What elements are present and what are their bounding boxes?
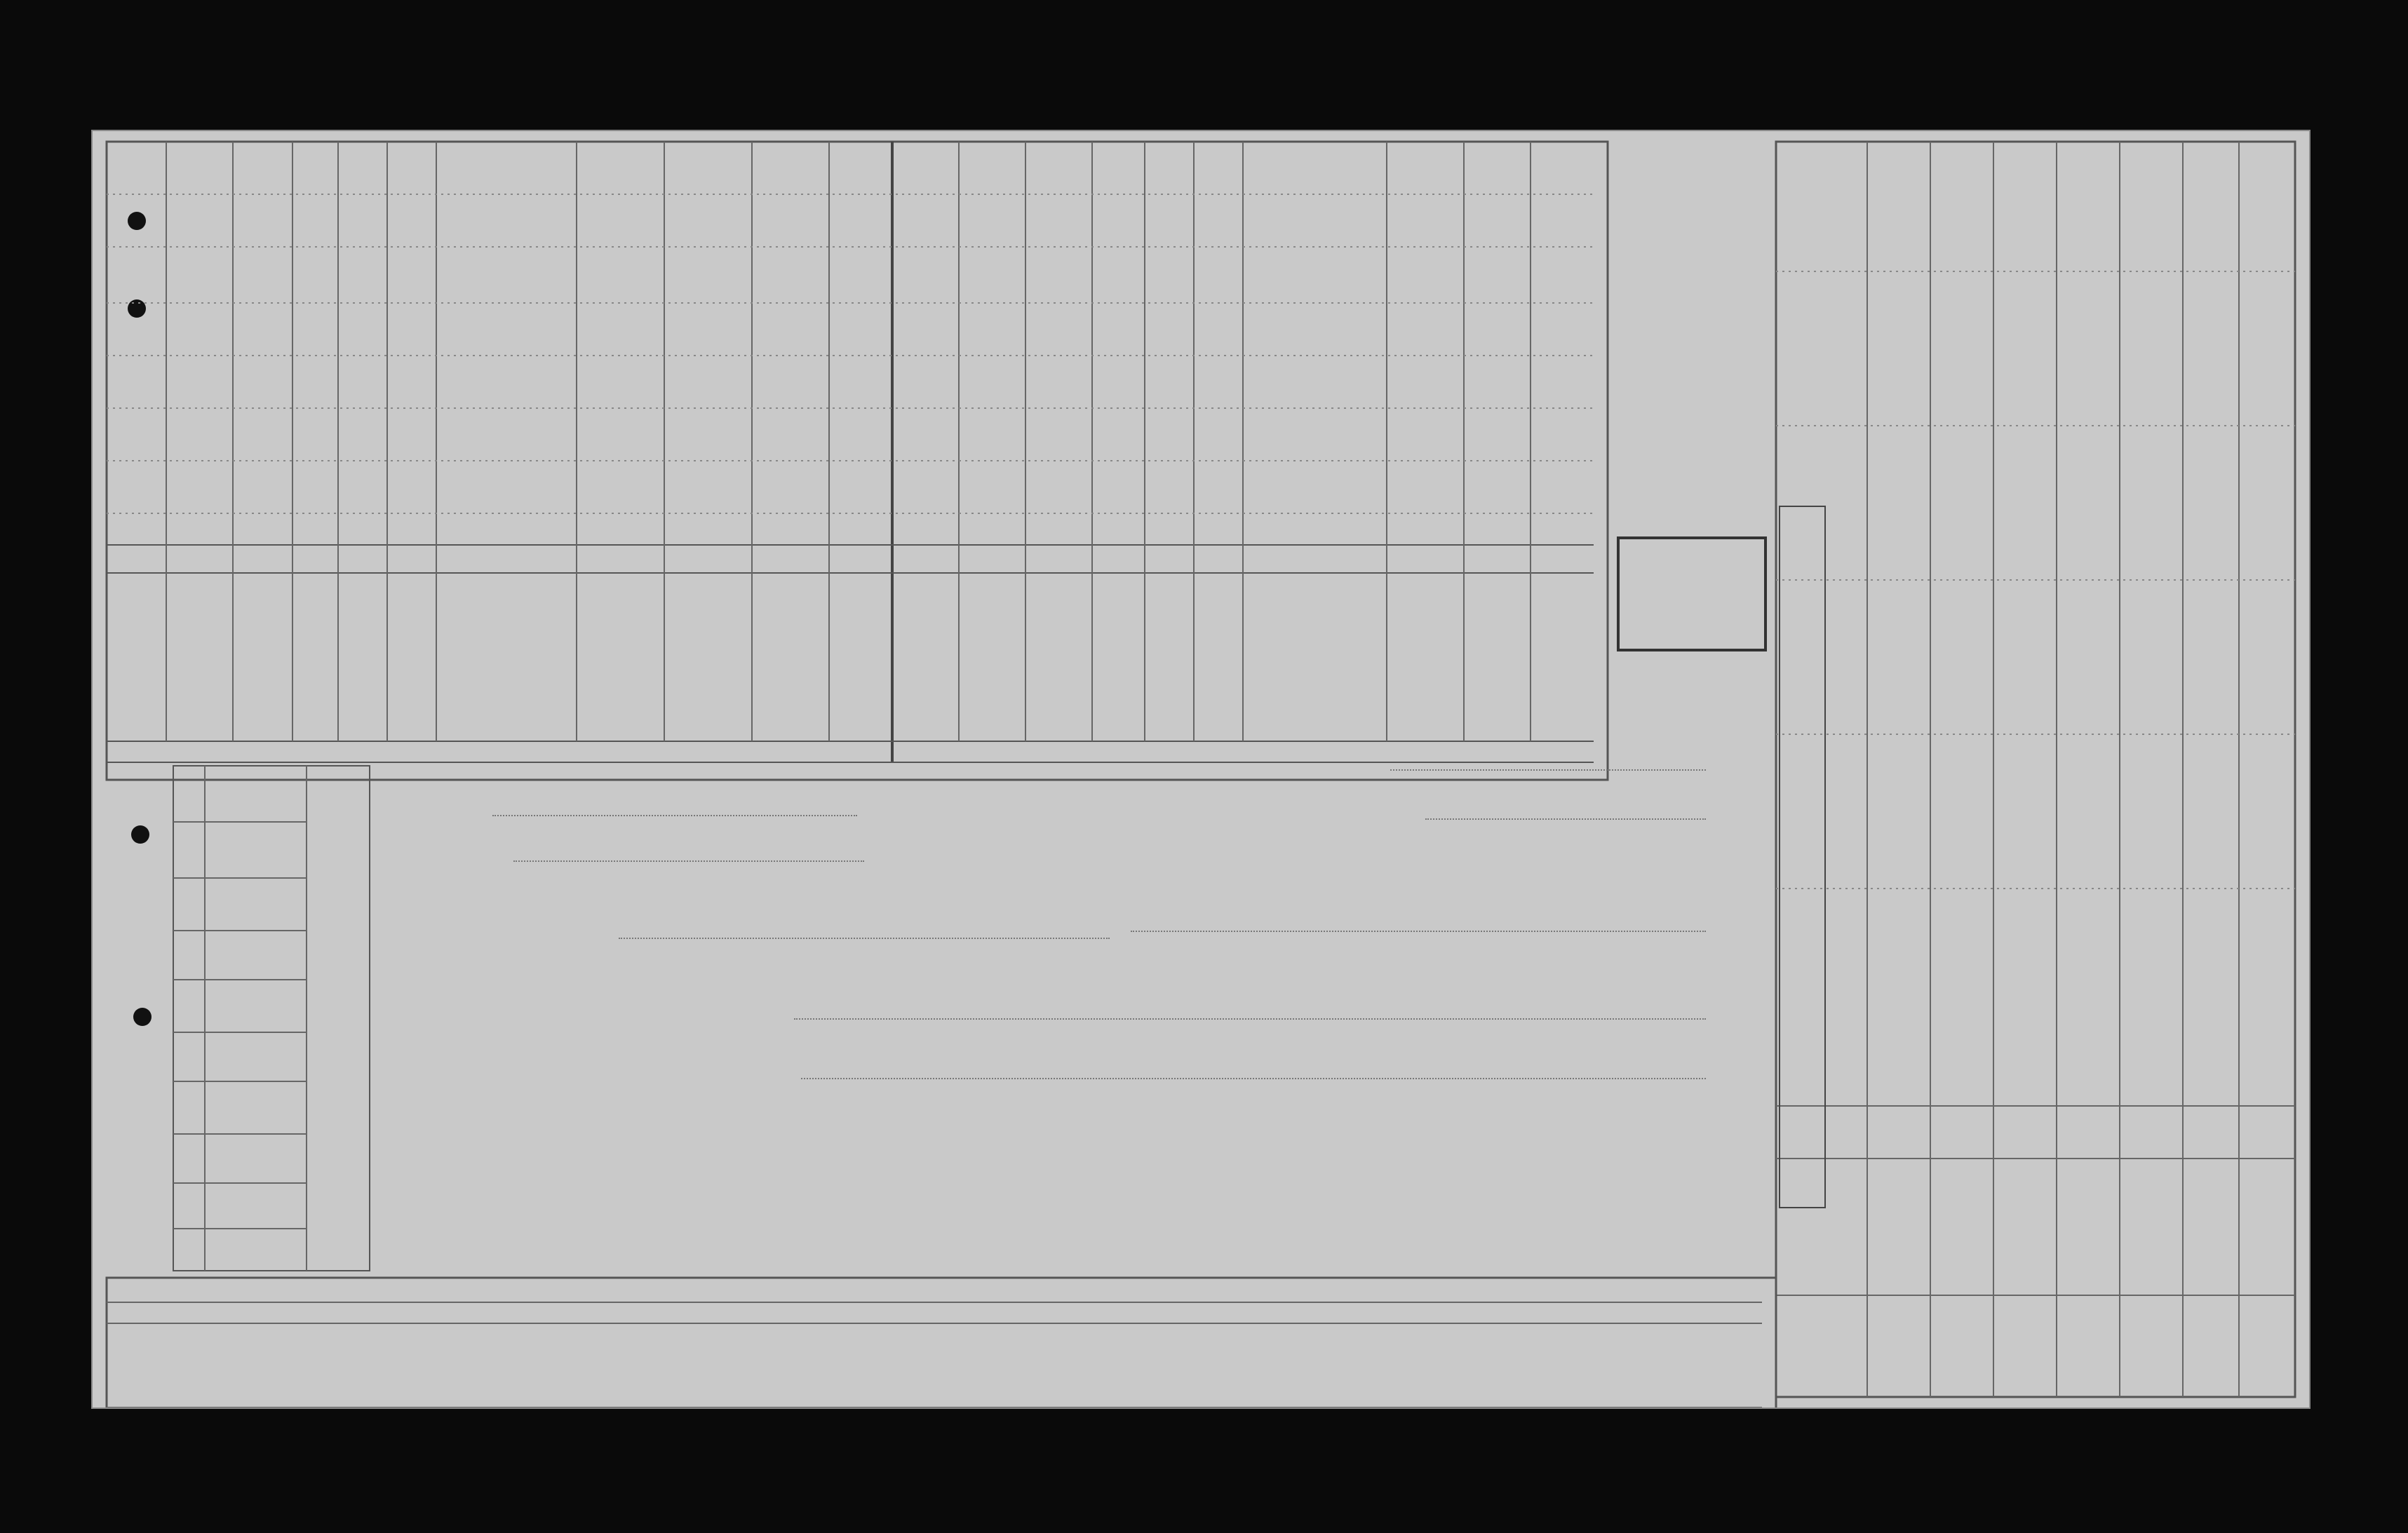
- institution-value: [801, 1078, 1706, 1079]
- form-grid-lines: [93, 131, 2309, 1407]
- nationality-value: [1425, 818, 1706, 820]
- absent-label: [1131, 931, 1706, 932]
- census-card: [91, 130, 2311, 1409]
- village-value: [619, 938, 1110, 939]
- name-value: [794, 1018, 1706, 1020]
- volost-value: [513, 860, 864, 862]
- estate-value: [1390, 769, 1706, 771]
- district-value: [492, 815, 857, 816]
